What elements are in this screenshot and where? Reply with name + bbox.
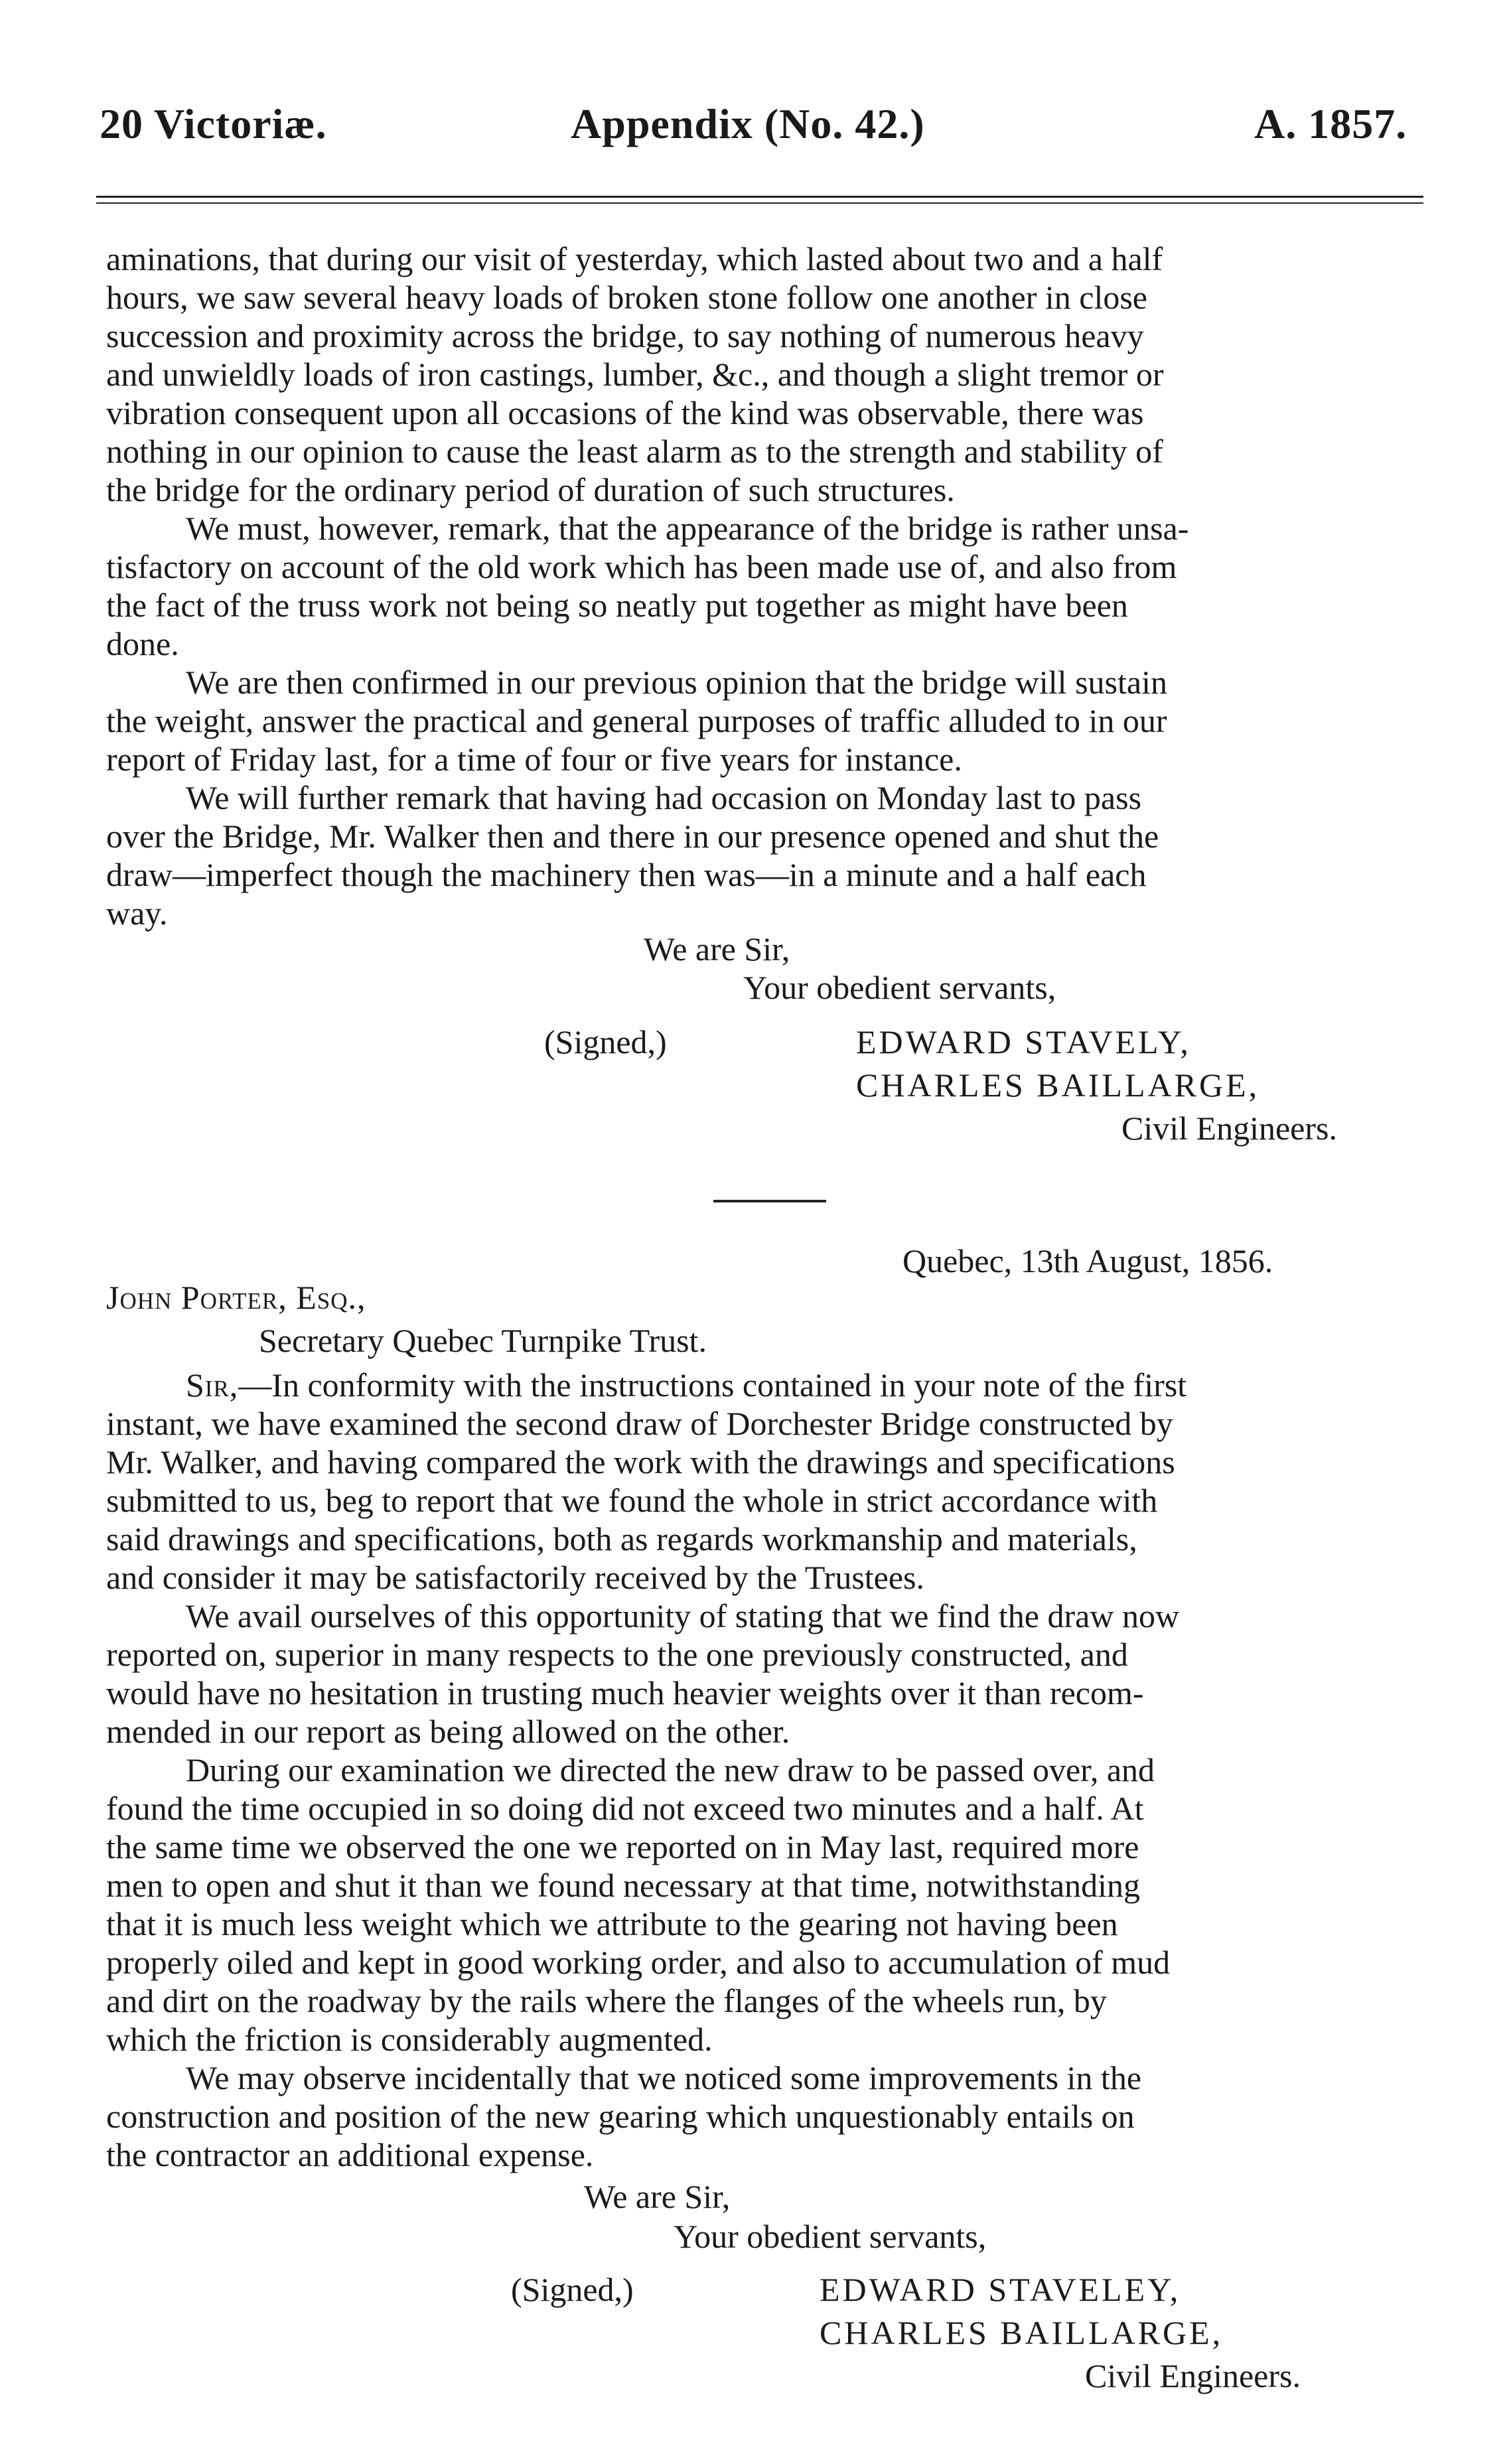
text-line	[186, 1368, 1187, 1402]
text-line: which the friction is considerably augmented.	[106, 2021, 713, 2058]
signatory-title: Civil Engineers.	[1085, 2357, 1301, 2394]
header-rule-top	[96, 196, 1423, 198]
text-line: the fact of the truss work not being so neatly put together as might have been	[106, 587, 1128, 624]
text-line: Mr. Walker, and having compared the work with the drawings and specifications	[106, 1443, 1175, 1481]
text-line: draw—imperfect though the machinery then was—in a minute and a half each	[106, 856, 1147, 893]
text-line: report of Friday last, for a time of four or five years for instance.	[106, 741, 962, 778]
signed-label: (Signed,)	[544, 1023, 667, 1060]
text-line: men to open and shut it than we found necessary at that time, notwithstanding	[106, 1867, 1141, 1904]
addressee-title: Secretary Quebec Turnpike Trust.	[259, 1322, 707, 1359]
header-right: A. 1857.	[1254, 100, 1407, 147]
text-line: instant, we have examined the second draw of Dorchester Bridge constructed by	[106, 1405, 1173, 1442]
signatory-name: CHARLES BAILLARGE,	[820, 2314, 1224, 2351]
text-line: construction and position of the new gearing which unquestionably entails on	[106, 2098, 1135, 2135]
text-line: would have no hesitation in trusting much heavier weights over it than recom-	[106, 1674, 1144, 1711]
addressee: John Porter, Esq.,	[106, 1279, 366, 1316]
section-divider	[713, 1200, 826, 1202]
text-line: We avail ourselves of this opportunity of stating that we find the draw now	[186, 1597, 1180, 1634]
text-line: hours, we saw several heavy loads of broken stone follow one another in close	[106, 279, 1147, 316]
text-line: found the time occupied in so doing did not exceed two minutes and a half. At	[106, 1790, 1144, 1827]
text-line-continuation: —In conformity with the instructions contained in your note of the first	[238, 1366, 1187, 1404]
signatory-name: EDWARD STAVELY,	[856, 1023, 1191, 1060]
text-line: properly oiled and kept in good working order, and also to accumulation of mud	[106, 1944, 1171, 1981]
header-center: Appendix (No. 42.)	[571, 100, 925, 147]
text-line: and dirt on the roadway by the rails where the flanges of the wheels run, by	[106, 1982, 1107, 2019]
header-left: 20 Victoriæ.	[100, 100, 327, 147]
text-line: and unwieldly loads of iron castings, lumber, &c., and though a slight tremor or	[106, 356, 1164, 393]
text-line: over the Bridge, Mr. Walker then and there in our presence opened and shut the	[106, 818, 1159, 855]
closing-line: We are Sir,	[584, 2178, 731, 2215]
text-line: We are then confirmed in our previous opinion that the bridge will sustain	[186, 664, 1167, 701]
signatory-name: CHARLES BAILLARGE,	[856, 1066, 1260, 1104]
text-line: We will further remark that having had occasion on Monday last to pass	[186, 779, 1142, 816]
text-line: We may observe incidentally that we noticed some improvements in the	[186, 2059, 1142, 2096]
text-line: said drawings and specifications, both as regards workmanship and materials,	[106, 1520, 1137, 1558]
text-line: the same time we observed the one we reported on in May last, required more	[106, 1828, 1139, 1865]
text-line: We must, however, remark, that the appearance of the bridge is rather unsa-	[186, 510, 1189, 547]
dateline: Quebec, 13th August, 1856.	[902, 1242, 1273, 1279]
signed-label: (Signed,)	[511, 2271, 634, 2308]
text-line: succession and proximity across the bridge, to say nothing of numerous heavy	[106, 317, 1144, 354]
text-line: tisfactory on account of the old work which has been made use of, and also from	[106, 548, 1177, 585]
text-line: During our examination we directed the new draw to be passed over, and	[186, 1751, 1155, 1788]
header-rule-bottom	[96, 202, 1423, 204]
closing-line-2: Your obedient servants,	[743, 969, 1056, 1006]
signatory-title: Civil Engineers.	[1121, 1110, 1337, 1147]
text-line: done.	[106, 625, 179, 662]
text-line: submitted to us, beg to report that we found the whole in strict accordance with	[106, 1482, 1158, 1519]
text-line: that it is much less weight which we attribute to the gearing not having been	[106, 1905, 1118, 1942]
text-line: and consider it may be satisfactorily received by the Trustees.	[106, 1559, 925, 1596]
text-line: vibration consequent upon all occasions of the kind was observable, there was	[106, 394, 1144, 431]
text-line: the contractor an additional expense.	[106, 2136, 594, 2173]
text-line: aminations, that during our visit of yesterday, which lasted about two and a half	[106, 240, 1163, 277]
closing-line: We are Sir,	[644, 930, 790, 968]
text-line: way.	[106, 895, 168, 932]
salutation: Sir,	[186, 1366, 239, 1404]
signatory-name: EDWARD STAVELEY,	[820, 2271, 1181, 2308]
text-line: mended in our report as being allowed on the other.	[106, 1713, 790, 1750]
text-line: the weight, answer the practical and general purposes of traffic alluded to in our	[106, 702, 1167, 739]
text-line: nothing in our opinion to cause the least alarm as to the strength and stability of	[106, 433, 1163, 470]
closing-line-2: Your obedient servants,	[674, 2218, 987, 2255]
text-line: reported on, superior in many respects to the one previously constructed, and	[106, 1636, 1128, 1673]
text-line: the bridge for the ordinary period of duration of such structures.	[106, 471, 955, 508]
